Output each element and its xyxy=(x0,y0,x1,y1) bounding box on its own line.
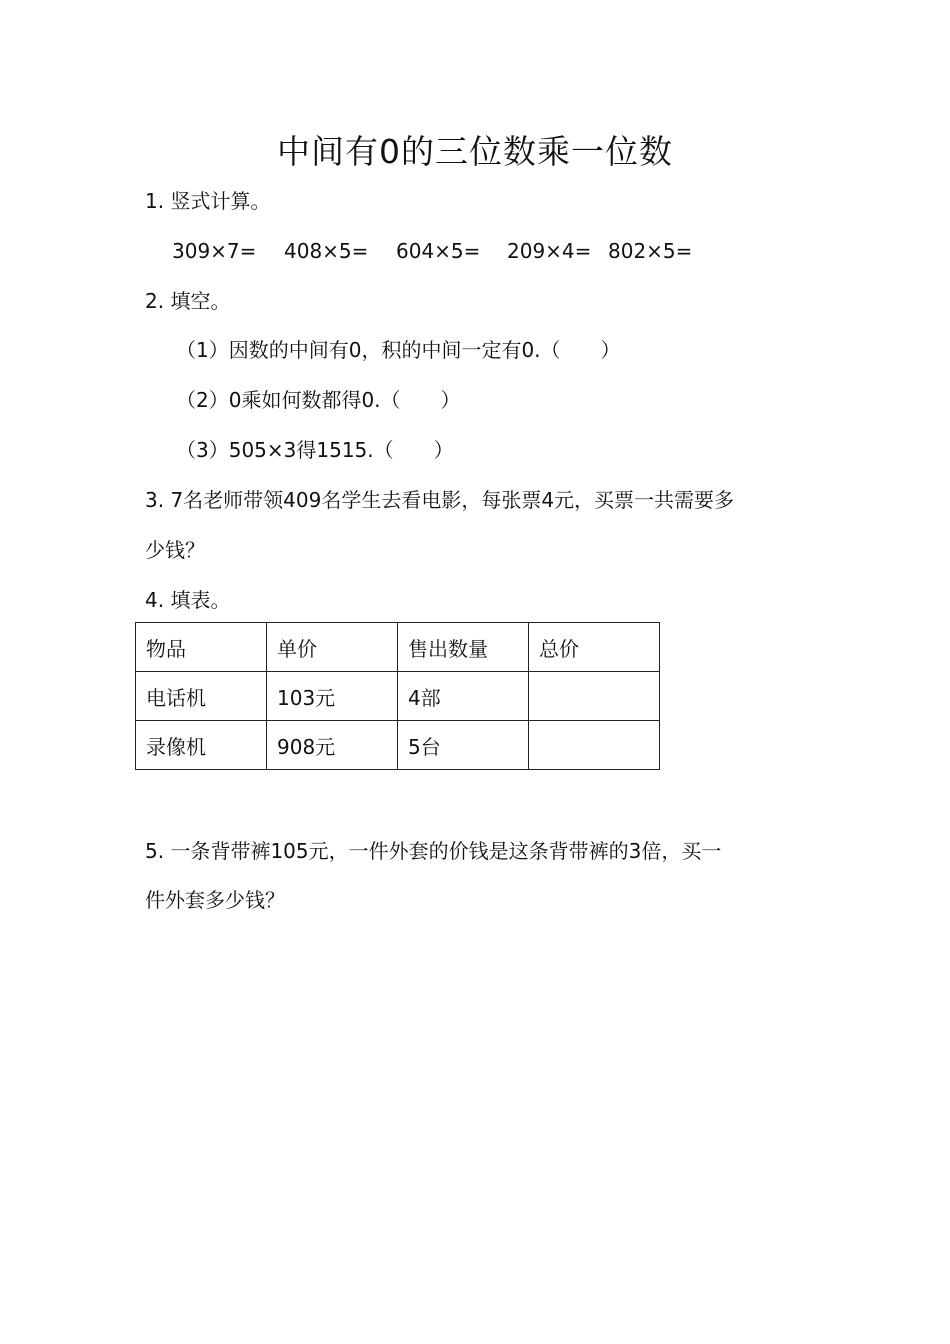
table-cell: 103元 xyxy=(267,672,398,721)
table-header-row xyxy=(136,623,660,672)
table-cell: 4部 xyxy=(398,672,529,721)
table-header-cell: 单价 xyxy=(267,623,398,672)
calc-item-2: 408×5= xyxy=(284,239,369,263)
table-header-cell: 物品 xyxy=(136,623,267,672)
calc-item-1: 309×7= xyxy=(172,239,257,263)
table-cell: 908元 xyxy=(267,721,398,770)
q5-line-2: 件外套多少钱？ xyxy=(145,888,285,912)
q5-line-1: 5. 一条背带裤105元，一件外套的价钱是这条背带裤的3倍，买一 xyxy=(145,839,722,863)
table-header-cell: 总价 xyxy=(529,623,660,672)
q2-item-1: （1）因数的中间有0，积的中间一定有0.（ ） xyxy=(176,338,621,362)
calc-item-5: 802×5= xyxy=(608,239,693,263)
calc-item-3: 604×5= xyxy=(396,239,481,263)
price-table xyxy=(135,622,660,770)
q3-line-2: 少钱？ xyxy=(145,538,205,562)
q4-heading: 4. 填表。 xyxy=(145,588,231,612)
q1-heading: 1. 竖式计算。 xyxy=(145,189,271,213)
q3-line-1: 3. 7名老师带领409名学生去看电影，每张票4元，买票一共需要多 xyxy=(145,488,735,512)
table-cell: 录像机 xyxy=(136,721,267,770)
page-title: 中间有0的三位数乘一位数 xyxy=(277,132,673,171)
table-row xyxy=(136,721,660,770)
calc-item-4: 209×4= xyxy=(507,239,592,263)
q2-item-2: （2）0乘如何数都得0.（ ） xyxy=(176,388,461,412)
table-header-cell: 售出数量 xyxy=(398,623,529,672)
q2-item-3: （3）505×3得1515.（ ） xyxy=(176,438,454,462)
q2-heading: 2. 填空。 xyxy=(145,289,231,313)
table-row xyxy=(136,672,660,721)
table-cell: 5台 xyxy=(398,721,529,770)
table-cell-blank xyxy=(529,721,660,770)
table-cell: 电话机 xyxy=(136,672,267,721)
table-cell-blank xyxy=(529,672,660,721)
